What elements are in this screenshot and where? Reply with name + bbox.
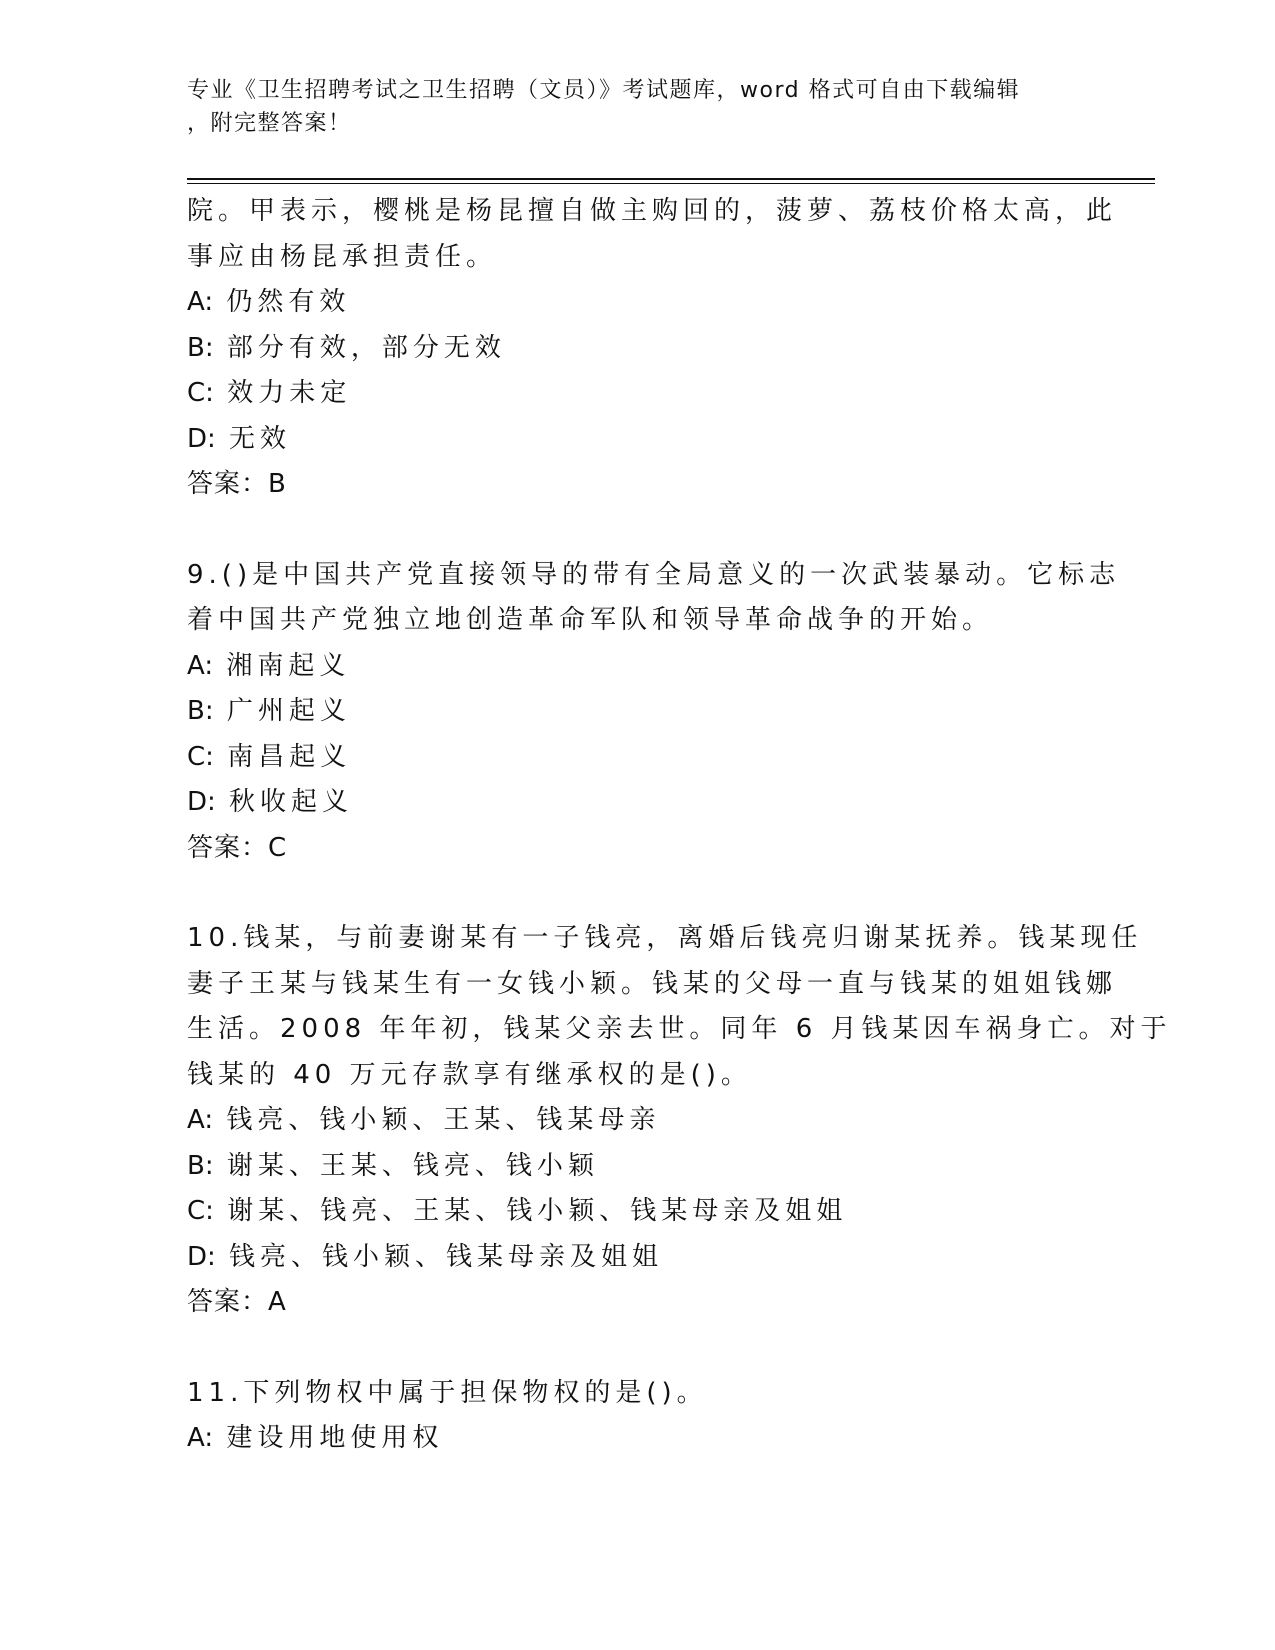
option-key: B:: [187, 332, 214, 363]
option-a: [187, 280, 1107, 326]
option-key: C:: [187, 741, 214, 772]
option-text: 建设用地使用权: [226, 1423, 444, 1453]
question-text-line: 着中国共产党独立地创造革命军队和领导革命战争的开始。: [187, 605, 994, 635]
option-b: [187, 1144, 1107, 1190]
option-text: 谢某、钱亮、王某、钱小颖、钱某母亲及姐姐: [227, 1196, 848, 1226]
option-key: A:: [187, 1423, 214, 1453]
option-key: A:: [187, 650, 214, 681]
question-11: [187, 1371, 1107, 1462]
option-text: 广州起义: [226, 696, 351, 726]
question-10: [187, 916, 1172, 1326]
question-text-line: 11.下列物权中属于担保物权的是()。: [187, 1377, 708, 1408]
option-text: 南昌起义: [227, 741, 352, 772]
option-text: 谢某、王某、钱亮、钱小颖: [226, 1150, 599, 1181]
answer-line: 答案：A: [187, 1287, 287, 1317]
option-d: [187, 417, 1107, 463]
question-text-line: 事应由杨昆承担责任。: [187, 241, 498, 272]
option-key: D:: [187, 787, 216, 817]
option-a: [187, 644, 1107, 690]
question-text-line: 妻子王某与钱某生有一女钱小颖。钱某的父母一直与钱某的姐姐钱娜: [187, 968, 1118, 999]
header-line-2: ，附完整答案！: [187, 111, 352, 136]
header-line-1: 专业《卫生招聘考试之卫生招聘（文员）》考试题库，word 格式可自由下载编辑: [187, 78, 1021, 103]
question-text-line: 钱某的 40 万元存款享有继承权的是()。: [187, 1059, 752, 1090]
answer-line: 答案：C: [187, 832, 288, 863]
option-a: [187, 1416, 1107, 1462]
option-text: 无效: [229, 423, 292, 454]
option-text: 部分有效，部分无效: [226, 332, 506, 363]
option-text: 钱亮、钱小颖、王某、钱某母亲: [226, 1105, 661, 1135]
option-b: [187, 689, 1107, 735]
option-text: 效力未定: [227, 378, 352, 408]
option-key: C:: [187, 378, 214, 408]
option-d: [187, 780, 1107, 826]
option-c: [187, 371, 1107, 417]
question-list: [187, 189, 1172, 1462]
header-divider-thin: [187, 183, 1155, 184]
question-text-line: 10.钱某，与前妻谢某有一子钱亮，离婚后钱亮归谢某抚养。钱某现任: [187, 923, 1143, 953]
header-divider-thick: [187, 178, 1155, 180]
answer-line: 答案：B: [187, 469, 287, 499]
option-key: D:: [187, 423, 216, 454]
option-c: [187, 735, 1107, 781]
option-key: B:: [187, 696, 214, 726]
question-text-line: 院。甲表示，樱桃是杨昆擅自做主购回的，菠萝、荔枝价格太高，此: [187, 196, 1118, 226]
option-c: [187, 1189, 1107, 1235]
option-d: [187, 1235, 1107, 1281]
question-8-continued: [187, 189, 1118, 508]
document-header: [187, 74, 1067, 140]
option-key: A:: [187, 1105, 214, 1135]
option-a: [187, 1098, 1107, 1144]
option-text: 湘南起义: [226, 650, 351, 681]
option-text: 仍然有效: [226, 287, 351, 317]
question-text-line: 9.()是中国共产党直接领导的带有全局意义的一次武装暴动。它标志: [187, 559, 1121, 590]
option-key: C:: [187, 1196, 214, 1226]
option-key: A:: [187, 287, 214, 317]
option-key: B:: [187, 1150, 214, 1181]
option-text: 钱亮、钱小颖、钱某母亲及姐姐: [229, 1241, 664, 1272]
question-9: [187, 553, 1121, 872]
question-text-line: 生活。2008 年年初，钱某父亲去世。同年 6 月钱某因车祸身亡。对于: [187, 1014, 1172, 1044]
option-b: [187, 326, 1107, 372]
option-key: D:: [187, 1241, 216, 1272]
option-text: 秋收起义: [229, 787, 354, 817]
